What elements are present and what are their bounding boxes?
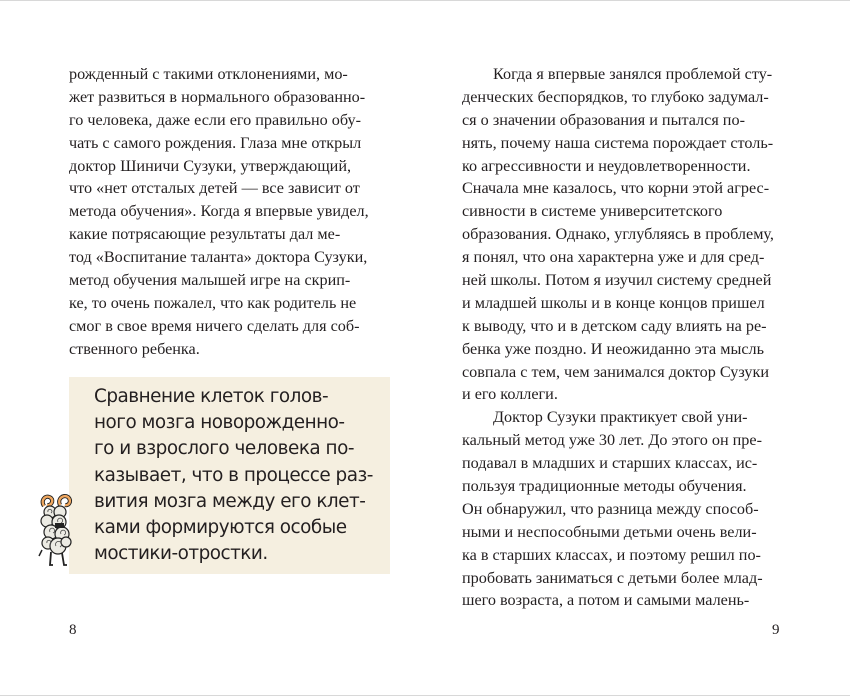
text-line: и его коллеги. bbox=[462, 385, 558, 404]
page-number: 8 bbox=[69, 622, 77, 638]
right-page bbox=[425, 0, 850, 696]
text-line: доктор Шиничи Сузуки, утверждающий, bbox=[69, 156, 352, 175]
text-line: ней школы. Потом я изучил систему средней bbox=[462, 271, 772, 290]
text-line: денческих беспорядков, то глубоко задумал- bbox=[462, 87, 769, 106]
text-line: чать с самого рождения. Глаза мне открыл bbox=[69, 133, 362, 152]
text-line: ке, то очень пожалел, что как родитель не bbox=[69, 293, 357, 312]
text-line: Сначала мне казалось, что корни этой агрес- bbox=[462, 179, 770, 198]
text-line: бенка уже поздно. И неожиданно эта мысль bbox=[462, 339, 764, 358]
sidebar-line: Сравнение клеток голов- bbox=[94, 386, 329, 407]
sidebar-line: ками формируются особые bbox=[94, 516, 347, 538]
sidebar-line: казывает, что в процессе раз- bbox=[94, 464, 373, 486]
text-line: Он обнаружил, что разница между способ- bbox=[462, 499, 759, 518]
page-number: 9 bbox=[772, 622, 780, 638]
text-line: подавал в младших и старших классах, ис- bbox=[462, 454, 758, 473]
text-line: го человека, даже если его правильно обу- bbox=[69, 110, 361, 129]
right-page-text bbox=[462, 63, 774, 612]
text-line: нять, почему наша система порождает столь- bbox=[462, 133, 774, 152]
text-line: кальный метод уже 30 лет. До этого он пре- bbox=[462, 431, 762, 450]
sidebar-line: го и взрослого человека по- bbox=[94, 438, 354, 460]
sidebar-note-box bbox=[69, 377, 390, 574]
text-line: я понял, что она характерна уже и для сред- bbox=[462, 248, 765, 267]
text-line: сивности в системе университетского bbox=[462, 202, 723, 221]
text-line: образования. Однако, углубляясь в проблему, bbox=[462, 225, 774, 244]
text-line: какие потрясающие результаты дал ме- bbox=[69, 225, 341, 244]
text-line: шего возраста, а потом и самыми малень- bbox=[462, 591, 750, 610]
text-line: тод «Воспитание таланта» доктора Сузуки, bbox=[69, 248, 368, 267]
text-line: ко агрессивности и неудовлетворенности. bbox=[462, 156, 751, 175]
sidebar-note-text bbox=[94, 384, 373, 567]
text-line: ка в старших классах, и поэтому решил по- bbox=[462, 545, 761, 564]
text-line: пробовать заниматься с детьми более млад- bbox=[462, 568, 763, 587]
text-line: Когда я впервые занялся проблемой сту- bbox=[493, 65, 773, 83]
text-line: жет развиться в нормального образованно- bbox=[69, 87, 366, 106]
text-line: ся о значении образования и пытался по- bbox=[462, 110, 745, 129]
sidebar-line: мостики-отростки. bbox=[94, 543, 268, 565]
text-line: Доктор Сузуки практикует свой уни- bbox=[493, 408, 748, 427]
sidebar-line: вития мозга между его клет- bbox=[94, 490, 366, 512]
text-line: что «нет отсталых детей — все зависит от bbox=[69, 179, 360, 198]
text-line: и младшей школы и в конце концов пришел bbox=[462, 293, 765, 312]
text-line: метод обучения малышей игре на скрип- bbox=[69, 271, 351, 290]
text-line: ными и неспособными детьми очень вели- bbox=[462, 522, 757, 541]
text-line: метода обучения». Когда я впервые увидел, bbox=[69, 202, 369, 221]
sheep-icon bbox=[38, 494, 74, 570]
text-line: пользуя традиционные методы обучения. bbox=[462, 477, 747, 496]
text-line: смог в свое время ничего сделать для соб- bbox=[69, 316, 360, 335]
text-line: к выводу, что и в детском саду влиять на ре- bbox=[462, 316, 767, 335]
text-line: рожденный с такими отклонениями, мо- bbox=[69, 65, 348, 83]
left-page-paragraph bbox=[69, 63, 369, 361]
sidebar-line: ного мозга новорожденно- bbox=[94, 412, 345, 434]
text-line: ственного ребенка. bbox=[69, 339, 200, 358]
text-line: совпала с тем, чем занимался доктор Сузуки bbox=[462, 362, 770, 381]
